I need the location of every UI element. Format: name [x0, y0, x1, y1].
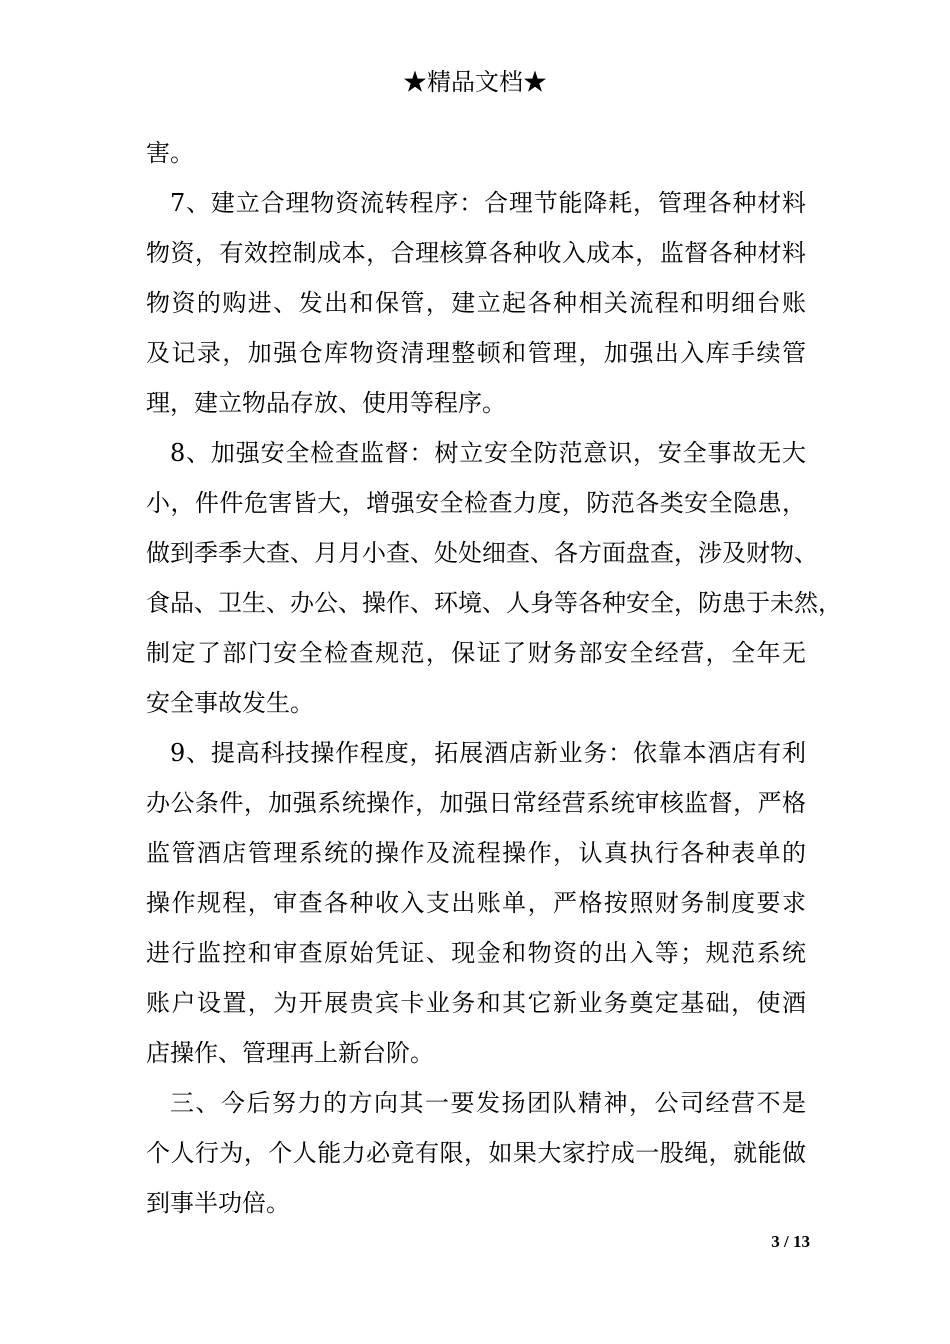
text-line: 店操作、管理再上新台阶。 [146, 1039, 434, 1067]
page-number: 3 / 13 [771, 1232, 810, 1251]
text-line: 及记录，加强仓库物资清理整顿和管理，加强出入库手续管 [146, 339, 806, 367]
text-line: 理，建立物品存放、使用等程序。 [146, 389, 506, 417]
text-line: 办公条件，加强系统操作，加强日常经营系统审核监督，严格 [146, 789, 806, 817]
text-line: 安全事故发生。 [146, 689, 314, 717]
text-line: 进行监控和审查原始凭证、现金和物资的出入等；规范系统 [146, 939, 806, 967]
text-line: 到事半功倍。 [146, 1189, 290, 1217]
text-line: 账户设置，为开展贵宾卡业务和其它新业务奠定基础，使酒 [146, 989, 806, 1017]
text-line: 制定了部门安全检查规范，保证了财务部安全经营，全年无 [146, 639, 806, 667]
paragraph-start-line: 8、加强安全检查监督：树立安全防范意识，安全事故无大 [170, 439, 806, 467]
text-line: 个人行为，个人能力必竟有限，如果大家拧成一股绳，就能做 [146, 1139, 806, 1167]
text-line: 食品、卫生、办公、操作、环境、人身等各种安全，防患于未然， [146, 589, 842, 617]
page-header-title: ★精品文档★ [403, 68, 547, 96]
paragraph-start-line: 7、建立合理物资流转程序：合理节能降耗，管理各种材料 [170, 189, 806, 217]
paragraph-start-line: 9、提高科技操作程度，拓展酒店新业务：依靠本酒店有利 [170, 739, 806, 767]
text-line: 小，件件危害皆大，增强安全检查力度，防范各类安全隐患， [146, 489, 806, 517]
paragraph-start-line: 三、今后努力的方向其一要发扬团队精神，公司经营不是 [170, 1089, 806, 1117]
text-line: 做到季季大查、月月小查、处处细查、各方面盘查，涉及财物、 [146, 539, 818, 567]
text-line: 操作规程，审查各种收入支出账单，严格按照财务制度要求 [146, 889, 806, 917]
text-line: 物资，有效控制成本，合理核算各种收入成本，监督各种材料 [146, 239, 806, 267]
text-line: 害。 [146, 139, 194, 167]
text-line: 物资的购进、发出和保管，建立起各种相关流程和明细台账 [146, 289, 806, 317]
text-line: 监管酒店管理系统的操作及流程操作，认真执行各种表单的 [146, 839, 806, 867]
body-text [146, 128, 842, 1228]
